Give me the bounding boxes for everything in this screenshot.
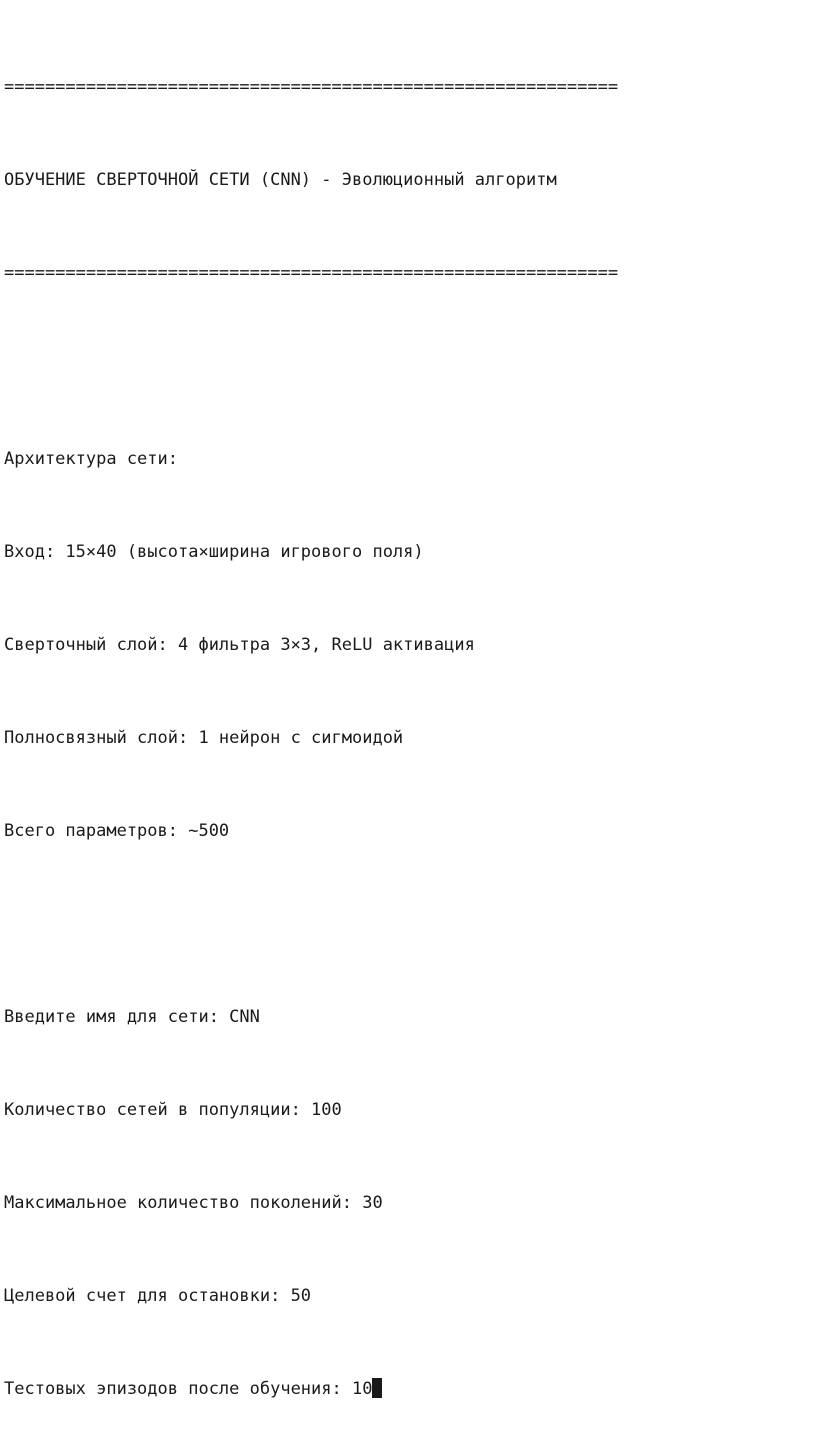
page-title: ОБУЧЕНИЕ СВЕРТОЧНОЙ СЕТИ (CNN) - Эволюционный алгоритм [4,170,557,190]
prompt-target-score[interactable]: Целевой счет для остановки: 50 [4,1286,312,1306]
architecture-header: Архитектура сети: [4,449,178,469]
prompt-network-name[interactable]: Введите имя для сети: CNN [4,1007,260,1027]
architecture-params-line: Всего параметров: ~500 [4,821,230,841]
blank-line-1 [4,351,828,382]
prompt-population-size[interactable]: Количество сетей в популяции: 100 [4,1100,342,1120]
prompt-max-generations[interactable]: Максимальное количество поколений: 30 [4,1193,383,1213]
separator-bottom: ============================================================ [4,263,619,283]
blank-line-2 [4,909,828,940]
prompt-test-episodes-text: Тестовых эпизодов после обучения: 10 [4,1379,373,1399]
prompt-test-episodes[interactable] [4,1374,828,1405]
architecture-input-line: Вход: 15×40 (высота×ширина игрового поля) [4,542,424,562]
separator-top: ============================================================ [4,77,619,97]
architecture-conv-line: Сверточный слой: 4 фильтра 3×3, ReLU активация [4,635,475,655]
architecture-dense-line: Полносвязный слой: 1 нейрон с сигмоидой [4,728,404,748]
text-cursor [372,1378,382,1398]
